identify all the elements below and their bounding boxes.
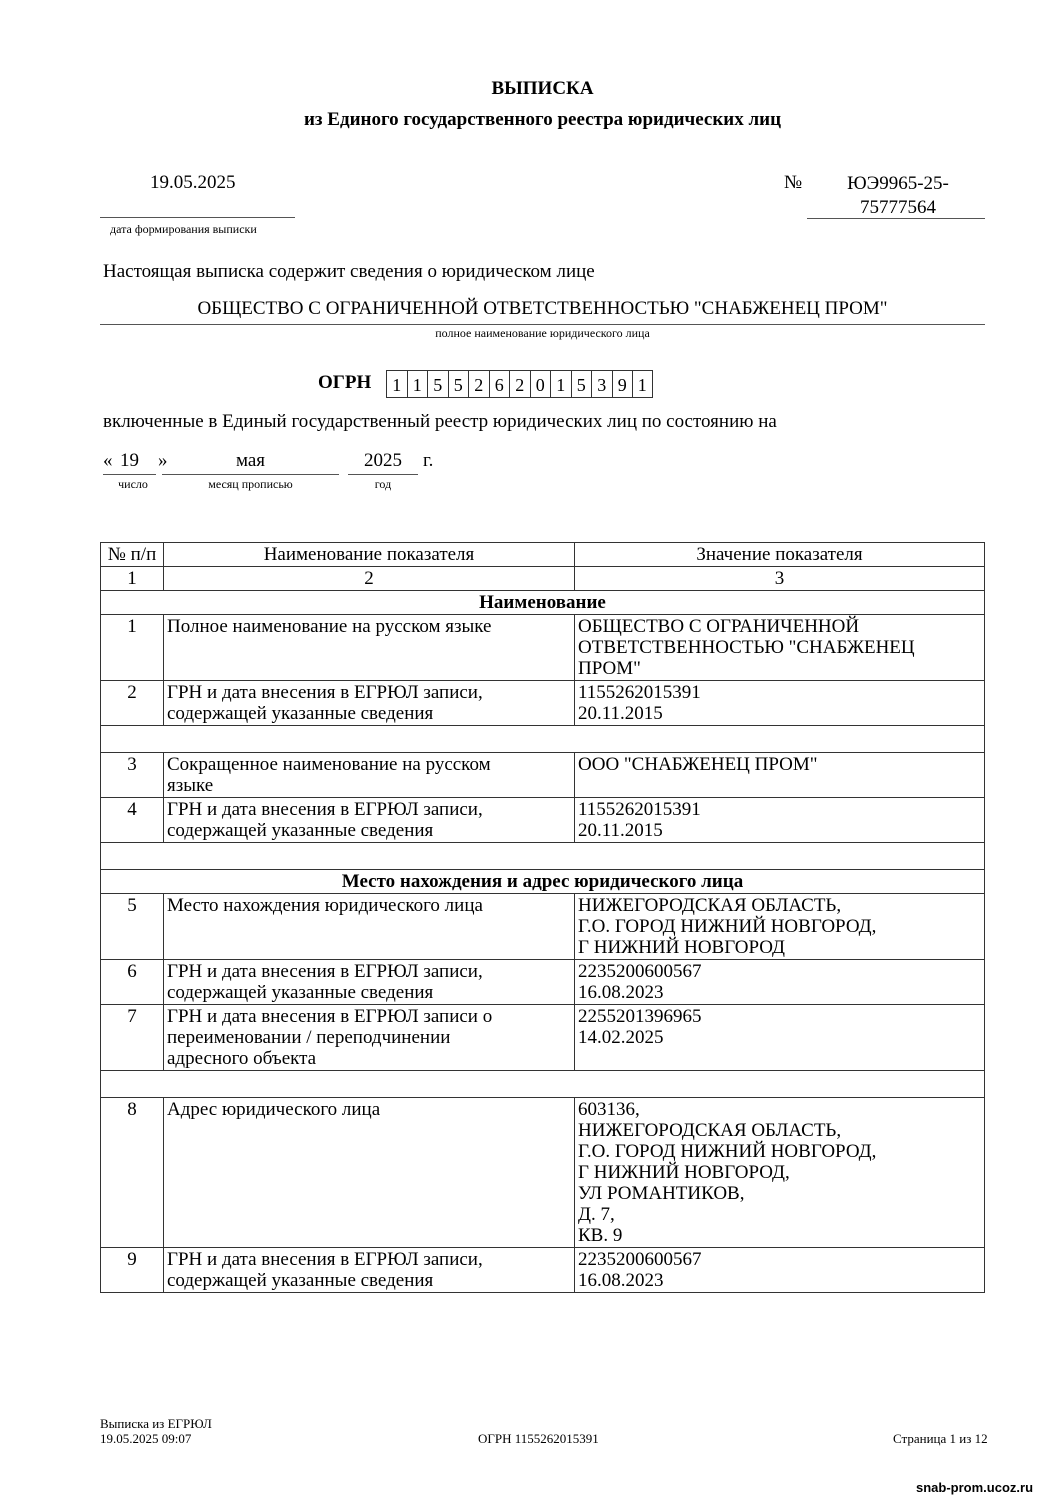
ogrn-digit: 1: [407, 370, 428, 398]
entity-full-name: ОБЩЕСТВО С ОГРАНИЧЕННОЙ ОТВЕТСТВЕННОСТЬЮ "СНАБЖЕНЕЦ ПРОМ": [197, 298, 888, 319]
empty-row: [101, 1071, 985, 1098]
indicator-name-cell: Сокращенное наименование на русском языке: [164, 753, 575, 798]
issue-date: 19.05.2025: [150, 172, 236, 193]
column-number-row: [101, 567, 985, 591]
header-cell: № п/п: [101, 543, 164, 567]
indicator-value-cell: 603136, НИЖЕГОРОДСКАЯ ОБЛАСТЬ, Г.О. ГОРОД НИЖНИЙ НОВГОРОД, Г НИЖНИЙ НОВГОРОД, УЛ РОМАНТИКОВ, Д. 7, КВ. 9: [575, 1098, 985, 1248]
indicator-name-cell: ГРН и дата внесения в ЕГРЮЛ записи, содержащей указанные сведения: [164, 798, 575, 843]
ogrn-digit: 6: [489, 370, 510, 398]
ogrn-digit: 5: [448, 370, 469, 398]
indicator-name-cell: ГРН и дата внесения в ЕГРЮЛ записи, содержащей указанные сведения: [164, 1248, 575, 1293]
indicator-value-cell: 2255201396965 14.02.2025: [575, 1005, 985, 1071]
indicator-name-cell: Адрес юридического лица: [164, 1098, 575, 1248]
empty-cell: [101, 843, 985, 870]
year-caption: год: [374, 477, 392, 491]
close-quote: »: [158, 450, 168, 471]
footer-page-number: Страница 1 из 12: [893, 1431, 988, 1446]
entity-caption: полное наименование юридического лица: [435, 326, 650, 340]
empty-row: [101, 726, 985, 753]
year-suffix: г.: [423, 450, 434, 471]
footer-timestamp: 19.05.2025 09:07: [100, 1431, 192, 1446]
column-number-cell: 2: [164, 567, 575, 591]
row-number-cell: 2: [101, 681, 164, 726]
table-row: [101, 615, 985, 681]
included-text: включенные в Единый государственный реестр юридических лиц по состоянию на: [103, 411, 777, 432]
year-underline: [348, 474, 418, 475]
table-row: [101, 894, 985, 960]
footer-title: Выписка из ЕГРЮЛ: [100, 1416, 212, 1431]
indicator-value-cell: 2235200600567 16.08.2023: [575, 1248, 985, 1293]
indicator-name-cell: ГРН и дата внесения в ЕГРЮЛ записи, содержащей указанные сведения: [164, 681, 575, 726]
table-row: [101, 681, 985, 726]
row-number-cell: 4: [101, 798, 164, 843]
table-header-row: [101, 543, 985, 567]
register-table: [100, 542, 985, 1293]
empty-cell: [101, 1071, 985, 1098]
indicator-name-cell: Место нахождения юридического лица: [164, 894, 575, 960]
ogrn-digit: 5: [571, 370, 592, 398]
table-row: [101, 1098, 985, 1248]
row-number-cell: 3: [101, 753, 164, 798]
empty-row: [101, 843, 985, 870]
day-caption: число: [118, 477, 148, 491]
record-month: мая: [235, 450, 266, 471]
record-day: 19: [120, 450, 139, 471]
number-underline: [807, 218, 985, 219]
indicator-value-cell: 1155262015391 20.11.2015: [575, 681, 985, 726]
section-row: [101, 870, 985, 894]
number-sign: №: [784, 172, 803, 193]
document-subtitle: из Единого государственного реестра юридических лиц: [303, 109, 782, 130]
ogrn-digit: 3: [591, 370, 612, 398]
indicator-value-cell: ОБЩЕСТВО С ОГРАНИЧЕННОЙ ОТВЕТСТВЕННОСТЬЮ "СНАБЖЕНЕЦ ПРОМ": [575, 615, 985, 681]
footer-ogrn: ОГРН 1155262015391: [478, 1431, 599, 1446]
table-row: [101, 960, 985, 1005]
watermark-text: snab-prom.ucoz.ru: [916, 1480, 1034, 1495]
ogrn-digit: 1: [386, 370, 407, 398]
row-number-cell: 5: [101, 894, 164, 960]
section-heading-location: Место нахождения и адрес юридического лица: [101, 870, 985, 894]
indicator-name-cell: ГРН и дата внесения в ЕГРЮЛ записи, содержащей указанные сведения: [164, 960, 575, 1005]
open-quote: «: [103, 450, 113, 471]
column-number-cell: 3: [575, 567, 985, 591]
record-year: 2025: [364, 450, 402, 471]
row-number-cell: 6: [101, 960, 164, 1005]
entity-underline: [100, 324, 985, 325]
header-cell: Значение показателя: [575, 543, 985, 567]
document-number-line2: 75777564: [860, 197, 936, 218]
indicator-name-cell: ГРН и дата внесения в ЕГРЮЛ записи о переименовании / переподчинении адресного объекта: [164, 1005, 575, 1071]
header-cell: Наименование показателя: [164, 543, 575, 567]
column-number-cell: 1: [101, 567, 164, 591]
indicator-name-cell: Полное наименование на русском языке: [164, 615, 575, 681]
indicator-value-cell: 2235200600567 16.08.2023: [575, 960, 985, 1005]
date-caption: дата формирования выписки: [110, 222, 257, 236]
document-number: [838, 172, 958, 220]
indicator-value-cell: НИЖЕГОРОДСКАЯ ОБЛАСТЬ, Г.О. ГОРОД НИЖНИЙ НОВГОРОД, Г НИЖНИЙ НОВГОРОД: [575, 894, 985, 960]
row-number-cell: 1: [101, 615, 164, 681]
section-heading-naming: Наименование: [101, 591, 985, 615]
document-title: ВЫПИСКА: [491, 78, 594, 99]
empty-cell: [101, 726, 985, 753]
ogrn-digit-boxes: [386, 370, 653, 398]
row-number-cell: 8: [101, 1098, 164, 1248]
table-row: [101, 798, 985, 843]
ogrn-digit: 9: [612, 370, 633, 398]
ogrn-digit: 0: [530, 370, 551, 398]
row-number-cell: 9: [101, 1248, 164, 1293]
ogrn-label: ОГРН: [318, 372, 372, 393]
intro-text: Настоящая выписка содержит сведения о юридическом лице: [103, 261, 595, 282]
indicator-value-cell: ООО "СНАБЖЕНЕЦ ПРОМ": [575, 753, 985, 798]
date-underline: [100, 217, 295, 218]
ogrn-digit: 1: [550, 370, 571, 398]
month-caption: месяц прописью: [208, 477, 293, 491]
month-underline: [162, 474, 339, 475]
ogrn-digit: 2: [509, 370, 530, 398]
table-row: [101, 1005, 985, 1071]
indicator-value-cell: 1155262015391 20.11.2015: [575, 798, 985, 843]
table-row: [101, 753, 985, 798]
document-number-line1: ЮЭ9965-25-: [847, 173, 949, 194]
section-row: [101, 591, 985, 615]
row-number-cell: 7: [101, 1005, 164, 1071]
ogrn-digit: 5: [427, 370, 448, 398]
ogrn-digit: 1: [632, 370, 653, 398]
table-row: [101, 1248, 985, 1293]
day-underline: [103, 474, 156, 475]
ogrn-digit: 2: [468, 370, 489, 398]
